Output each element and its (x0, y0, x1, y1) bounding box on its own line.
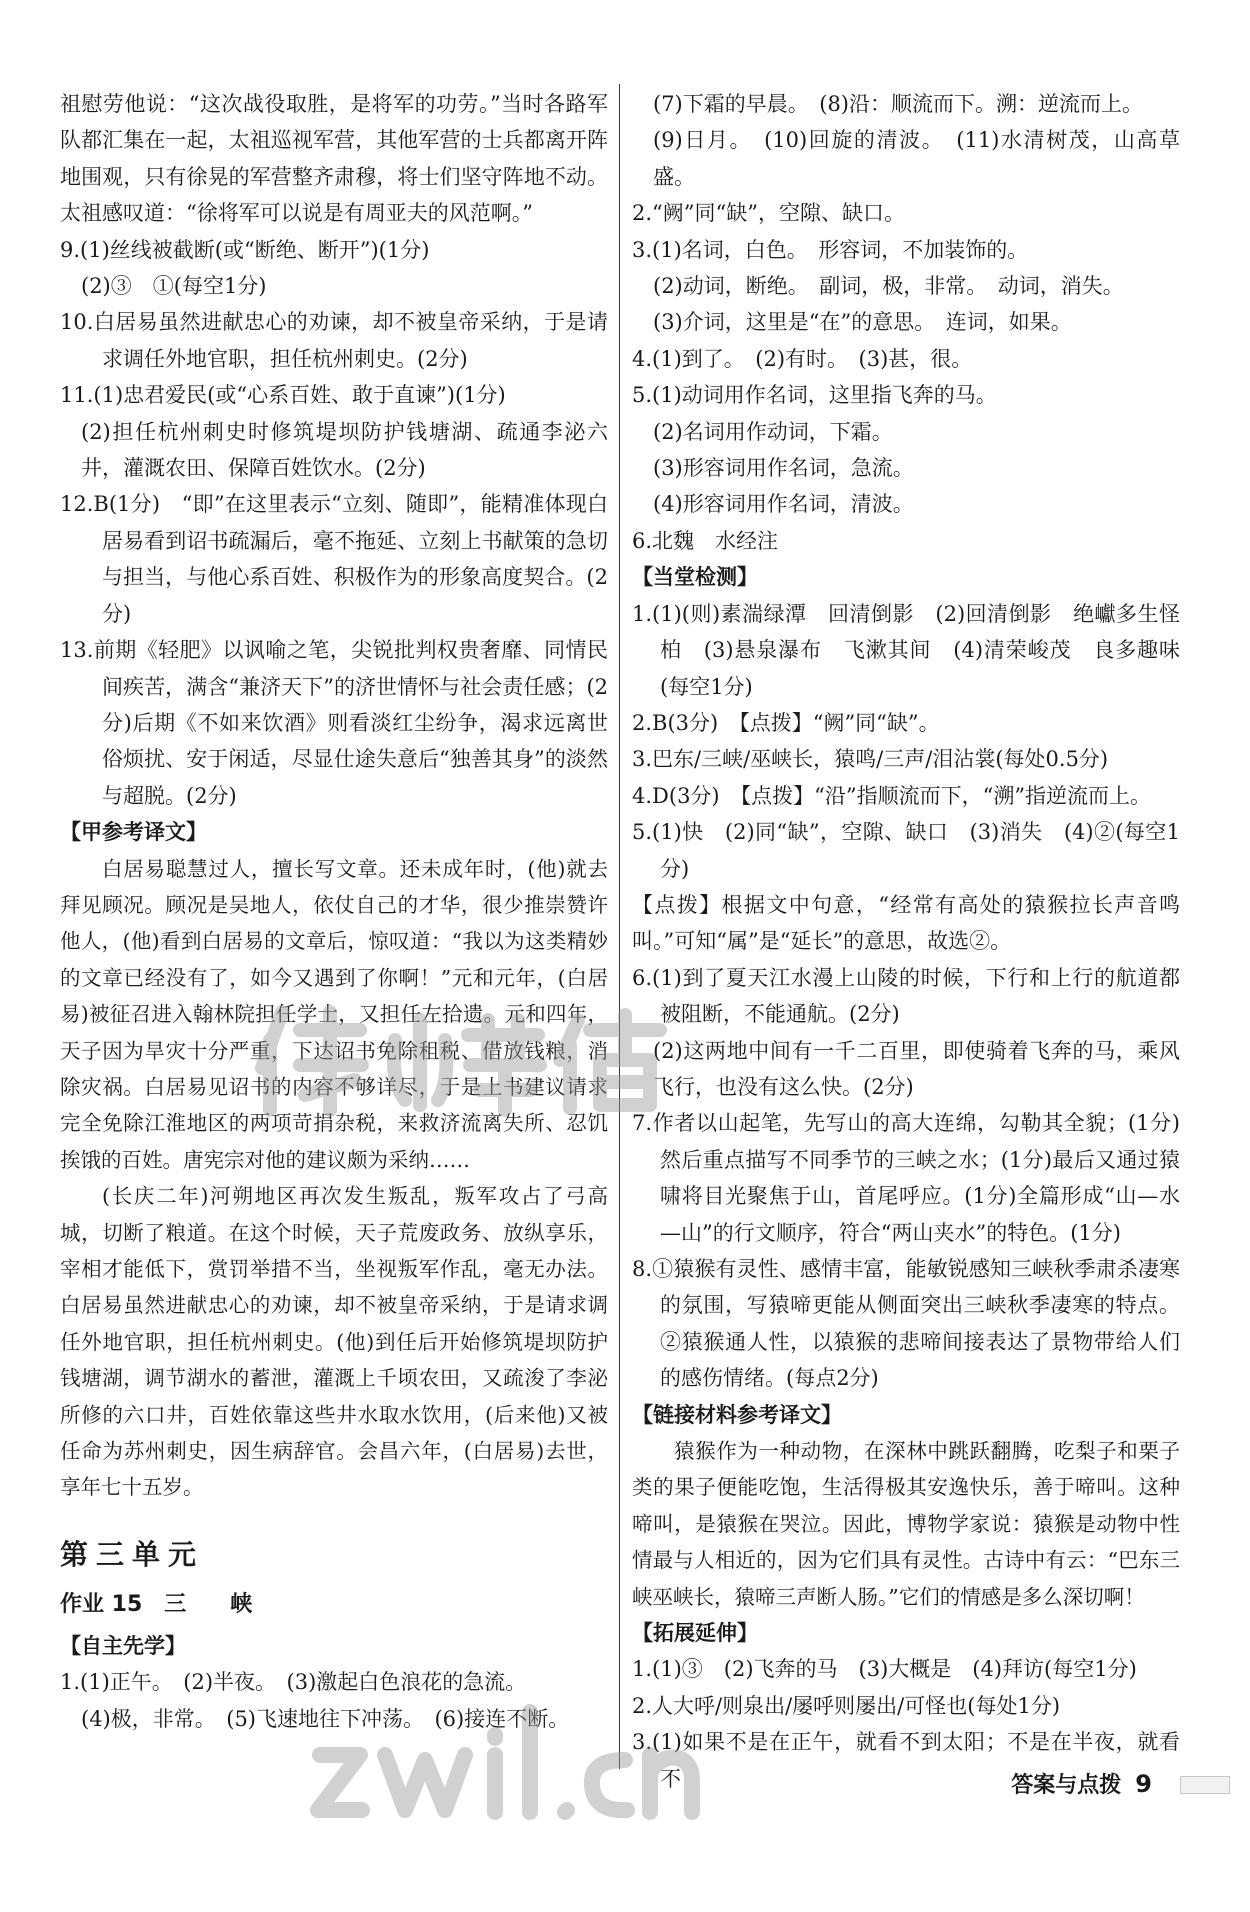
left-column (60, 86, 608, 1737)
right-paragraph: 7.作者以山起笔，先写山的高大连绵，勾勒其全貌；(1分)然后重点描写不同季节的三峡之水；(1分)最后又通过猿啸将目光聚焦于山，首尾呼应。(1分)全篇形成“山—水—山”的行文顺序，符合“两山夹水”的特色。(1分) (632, 1111, 1180, 1245)
left-paragraph: 祖慰劳他说：“这次战役取胜，是将军的功劳。”当时各路军队都汇集在一起，太祖巡视军营，其他军营的士兵都离开阵地围观，只有徐晃的军营整齐肃穆，将士们坚守阵地不动。太祖感叹道：“徐将军可以说是有周亚夫的风范啊。” (60, 92, 608, 226)
right-section-heading: 【拓展延伸】 (632, 1621, 758, 1646)
right-paragraph: (4)形容词用作名词，清波。 (653, 492, 914, 517)
right-column (632, 86, 1180, 1797)
right-paragraph: 2.B(3分) 【点拨】“阙”同“缺”。 (632, 710, 940, 735)
right-paragraph: 6.(1)到了夏天江水漫上山陵的时候，下行和上行的航道都被阻断，不能通航。(2分) (632, 965, 1180, 1027)
left-paragraph: 10.白居易虽然进献忠心的劝谏，却不被皇帝采纳，于是请求调任外地官职，担任杭州刺史。(2分) (60, 310, 608, 371)
right-paragraph: 1.(1)(则)素湍绿潭 回清倒影 (2)回清倒影 绝巘多生怪柏 (3)悬泉瀑布 飞漱其间 (4)清荣峻茂 良多趣味(每空1分) (632, 601, 1180, 699)
left-section-heading: 【甲参考译文】 (60, 820, 207, 845)
corner-mark (1180, 1776, 1230, 1794)
left-paragraph: (2)③ ①(每空1分) (81, 274, 267, 299)
right-paragraph: (3)形容词用作名词，急流。 (653, 456, 914, 481)
right-paragraph: 1.(1)③ (2)飞奔的马 (3)大概是 (4)拜访(每空1分) (632, 1657, 1137, 1682)
right-paragraph: (2)这两地中间有一千二百里，即使骑着飞奔的马，乘风飞行，也没有这么快。(2分) (653, 1038, 1180, 1099)
page-number: 9 (1135, 1770, 1152, 1798)
right-paragraph: 3.(1)如果不是在正午，就看不到太阳；不是在半夜，就看不 (632, 1730, 1180, 1791)
left-paragraph: 1.(1)正午。 (2)半夜。 (3)激起白色浪花的急流。 (60, 1670, 527, 1695)
assignment-heading (60, 1582, 608, 1628)
right-paragraph: 猿猴作为一种动物，在深林中跳跃翻腾，吃梨子和栗子类的果子便能吃饱，生活得极其安逸快乐，善于啼叫。这种啼叫，是猿猴在哭泣。因此，博物学家说：猿猴是动物中性情最与人相近的，因为它们具有灵性。古诗中有云：“巴东三峡巫峡长，猿啼三声断人肠。”它们的情感是多么深切啊！ (632, 1439, 1180, 1609)
page-footer (1011, 1768, 1152, 1799)
right-paragraph: 【点拨】根据文中句意，“经常有高处的猿猴拉长声音鸣叫。”可知“属”是“延长”的意思，故选②。 (632, 892, 1180, 954)
right-section-heading: 【链接材料参考译文】 (632, 1402, 842, 1427)
left-paragraph: 白居易聪慧过人，擅长写文章。还未成年时，(他)就去拜见顾况。顾况是吴地人，依仗自己的才华，很少推崇赞许他人，(他)看到白居易的文章后，惊叹道：“我以为这类精妙的文章已经没有了，如今又遇到了你啊！”元和元年，(白居易)被征召进入翰林院担任学士，又担任左拾遗。元和四年，天子因为旱灾十分严重，下达诏书免除租税、借放钱粮，消除灾祸。白居易见诏书的内容不够详尽，于是上书建议请求完全免除江淮地区的两项苛捐杂税，来救济流离失所、忍饥挨饿的百姓。唐宪宗对他的建议颇为采纳…… (60, 856, 608, 1172)
right-paragraph: (7)下霜的早晨。 (8)沿：顺流而下。溯：逆流而上。 (653, 92, 1143, 116)
column-divider (619, 84, 620, 1769)
left-paragraph: (长庆二年)河朔地区再次发生叛乱，叛军攻占了弓高城，切断了粮道。在这个时候，天子荒废政务、放纵享乐，宰相才能低下，赏罚举措不当，坐视叛军作乱，毫无办法。白居易虽然进献忠心的劝谏，却不被皇帝采纳，于是请求调任外地官职，担任杭州刺史。(他)到任后开始修筑堤坝防护钱塘湖，调节湖水的蓄泄，灌溉上千顷农田，又疏浚了李泌所修的六口井，百姓依靠这些井水取水饮用，(后来他)又被任命为苏州刺史，因生病辞官。会昌六年，(白居易)去世，享年七十五岁。 (60, 1184, 608, 1500)
left-paragraph: 13.前期《轻肥》以讽喻之笔，尖锐批判权贵奢靡、同情民间疾苦，满含“兼济天下”的济世情怀与社会责任感；(2分)后期《不如来饮酒》则看淡红尘纷争，渴求远离世俗烦扰、安于闲适，尽显仕途失意后“独善其身”的淡然与超脱。(2分) (60, 638, 608, 808)
right-paragraph: (9)日月。 (10)回旋的清波。 (11)水清树茂，山高草盛。 (653, 128, 1180, 189)
left-paragraph: 9.(1)丝线被截断(或“断绝、断开”)(1分) (60, 237, 430, 262)
right-paragraph: 3.(1)名词，白色。 形容词，不加装饰的。 (632, 237, 1029, 262)
left-paragraph: 12.B(1分) “即”在这里表示“立刻、随即”，能精准体现白居易看到诏书疏漏后，毫不拖延、立刻上书献策的急切与担当，与他心系百姓、积极作为的形象高度契合。(2分) (60, 492, 608, 626)
right-paragraph: 4.D(3分) 【点拨】“沿”指顺流而下，“溯”指逆流而上。 (632, 783, 1152, 808)
right-paragraph: 2.“阙”同“缺”，空隙、缺口。 (632, 201, 905, 226)
right-section-heading: 【当堂检测】 (632, 565, 758, 590)
left-paragraph: 11.(1)忠君爱民(或“心系百姓、敢于直谏”)(1分) (60, 383, 506, 408)
right-paragraph: (2)动词，断绝。 副词，极，非常。 动词，消失。 (653, 274, 1124, 299)
assignment-label: 作业 15 (60, 1591, 143, 1617)
assignment-title: 三峡 (164, 1591, 297, 1617)
left-column-body (60, 86, 608, 1506)
right-paragraph: 5.(1)动词用作名词，这里指飞奔的马。 (632, 383, 997, 408)
left-section-heading: 【自主先学】 (60, 1633, 186, 1658)
right-paragraph: (2)名词用作动词，下霜。 (653, 419, 893, 444)
left-column-tail (60, 1628, 608, 1737)
left-paragraph: (4)极，非常。 (5)飞速地往下冲荡。 (6)接连不断。 (81, 1706, 570, 1731)
right-paragraph: 4.(1)到了。 (2)有时。 (3)甚，很。 (632, 346, 973, 371)
right-paragraph: 6.北魏 水经注 (632, 528, 779, 553)
right-column-body (632, 86, 1180, 1797)
right-paragraph: 8.①猿猴有灵性、感情丰富，能敏锐感知三峡秋季肃杀凄寒的氛围，写猿啼更能从侧面突出三峡秋季凄寒的特点。②猿猴通人性，以猿猴的悲啼间接表达了景物带给人们的感伤情绪。(每点2分) (632, 1257, 1180, 1391)
right-paragraph: 2.人大呼/则泉出/屡呼则屡出/可怪也(每处1分) (632, 1693, 1061, 1718)
left-paragraph: (2)担任杭州刺史时修筑堤坝防护钱塘湖、疏通李泌六井，灌溉农田、保障百姓饮水。(2分) (81, 419, 608, 481)
unit-heading: 第三单元 (60, 1537, 205, 1571)
right-paragraph: (3)介词，这里是“在”的意思。 连词，如果。 (653, 310, 1072, 335)
right-paragraph: 3.巴东/三峡/巫峡长，猿鸣/三声/泪沾裳(每处0.5分) (632, 747, 1109, 772)
footer-label: 答案与点拨 (1011, 1773, 1122, 1798)
right-paragraph: 5.(1)快 (2)同“缺”，空隙、缺口 (3)消失 (4)②(每空1分) (632, 820, 1180, 881)
